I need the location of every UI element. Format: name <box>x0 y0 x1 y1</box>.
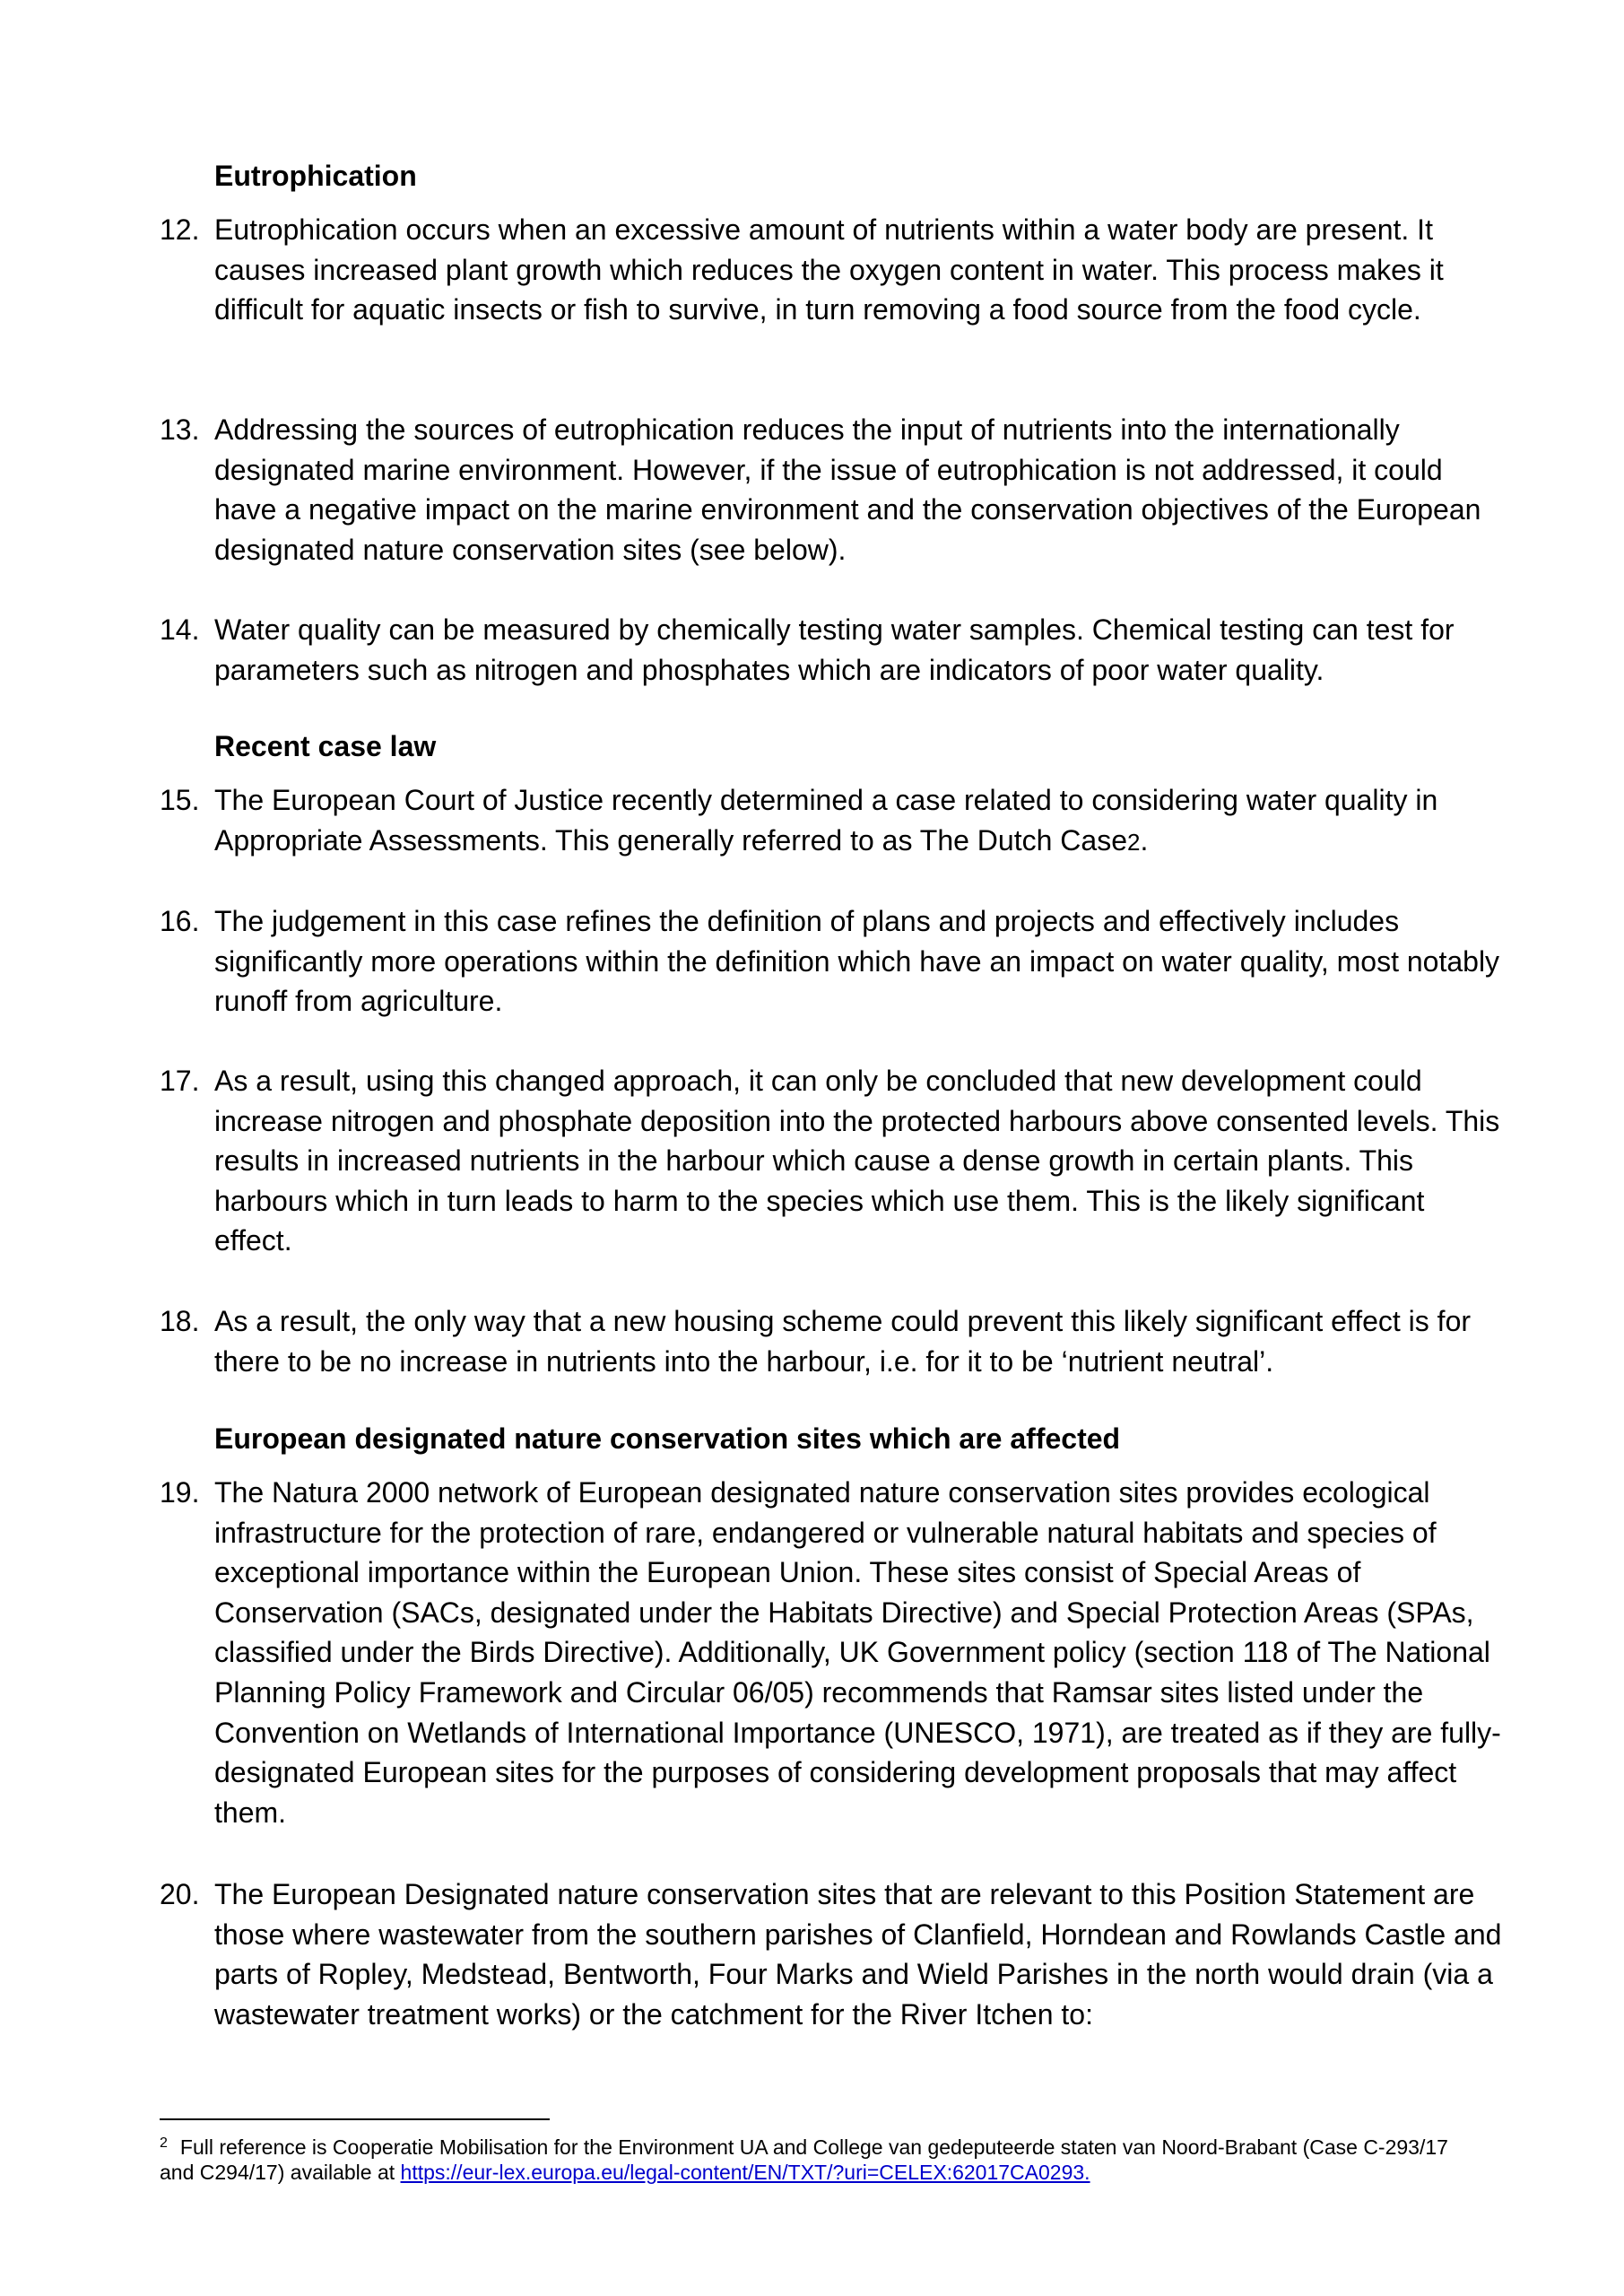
paragraph-13 <box>160 410 1505 570</box>
section-heading-eutrophication: Eutrophication <box>214 160 417 192</box>
paragraph-text: The judgement in this case refines the definition of plans and projects and effectively includes significantly more operations within the definition which have an impact on water quality, most notably runoff from agriculture. <box>214 905 1500 1018</box>
paragraph-text <box>214 780 1505 862</box>
paragraph-number: 20. <box>160 1878 200 1910</box>
paragraph-text: Addressing the sources of eutrophication reduces the input of nutrients into the internationally designated marine environment. However, if the issue of eutrophication is not addressed, it could have a negative impact on the marine environment and the conservation objectives of the European designated nature conservation sites (see below). <box>214 413 1481 566</box>
footnote <box>160 2131 1478 2185</box>
paragraph-19 <box>160 1473 1505 1832</box>
paragraph-number: 15. <box>160 784 200 816</box>
footnote-mark: 2 <box>160 2135 168 2151</box>
paragraph-text: Eutrophication occurs when an excessive amount of nutrients within a water body are present. It causes increased plant growth which reduces the oxygen content in water. This process makes it difficult for aquatic insects or fish to survive, in turn removing a food source from the food cycle. <box>214 213 1444 326</box>
paragraph-text: As a result, using this changed approach, it can only be concluded that new development could increase nitrogen and phosphate deposition into the protected harbours above consented levels. This results in increased nutrients in the harbour which cause a dense growth in certain plants. This harbours which in turn leads to harm to the species which use them. This is the likely significant effect. <box>214 1065 1500 1257</box>
paragraph-number: 16. <box>160 905 200 937</box>
paragraph-text: The Natura 2000 network of European designated nature conservation sites provides ecological infrastructure for the protection of rare, endangered or vulnerable natural habitats and species of exceptional importance within the European Union. These sites consist of Special Areas of Conservation (SACs, designated under the Habitats Directive) and Special Protection Areas (SPAs, classified under the Birds Directive). Additionally, UK Government policy (section 118 of The National Planning Policy Framework and Circular 06/05) recommends that Ramsar sites listed under the Convention on Wetlands of International Importance (UNESCO, 1971), are treated as if they are fully-designated European sites for the purposes of considering development proposals that may affect them. <box>214 1476 1501 1829</box>
paragraph-text-body: The European Court of Justice recently determined a case related to considering water quality in Appropriate Assessments. This generally referred to as The Dutch Case <box>214 784 1438 857</box>
paragraph-17 <box>160 1061 1505 1261</box>
paragraph-15 <box>160 780 1505 862</box>
section-heading-case-law: Recent case law <box>214 730 437 762</box>
paragraph-number: 17. <box>160 1065 200 1097</box>
paragraph-number: 14. <box>160 613 200 646</box>
paragraph-text-end: . <box>1140 823 1149 857</box>
section-heading-sites: European designated nature conservation sites which are affected <box>214 1422 1121 1455</box>
paragraph-18 <box>160 1301 1505 1381</box>
paragraph-number: 19. <box>160 1476 200 1509</box>
footnote-text: Full reference is Cooperatie Mobilisation for the Environment UA and College van gedeputeerde staten van Noord-Brabant (Case C-293/17 and C294/17) available at <box>160 2135 1448 2184</box>
footnote-divider <box>160 2118 550 2120</box>
paragraph-16 <box>160 901 1505 1022</box>
footnote-link[interactable]: https://eur-lex.europa.eu/legal-content/EN/TXT/?uri=CELEX:62017CA0293. <box>400 2161 1090 2184</box>
paragraph-number: 12. <box>160 213 200 246</box>
paragraph-12 <box>160 210 1505 330</box>
paragraph-14 <box>160 610 1505 690</box>
footnote-reference: 2 <box>1126 828 1141 856</box>
paragraph-text: As a result, the only way that a new housing scheme could prevent this likely significant effect is for there to be no increase in nutrients into the harbour, i.e. for it to be ‘nutrient neutral’. <box>214 1305 1472 1378</box>
paragraph-20 <box>160 1874 1505 2034</box>
paragraph-text: The European Designated nature conservation sites that are relevant to this Position Statement are those where wastewater from the southern parishes of Clanfield, Horndean and Rowlands Castle and parts of Ropley, Medstead, Bentworth, Four Marks and Wield Parishes in the north would drain (via a wastewater treatment works) or the catchment for the River Itchen to: <box>214 1878 1502 2031</box>
paragraph-text: Water quality can be measured by chemically testing water samples. Chemical testing can test for parameters such as nitrogen and phosphates which are indicators of poor water quality. <box>214 613 1455 686</box>
paragraph-number: 13. <box>160 413 200 446</box>
paragraph-number: 18. <box>160 1305 200 1337</box>
